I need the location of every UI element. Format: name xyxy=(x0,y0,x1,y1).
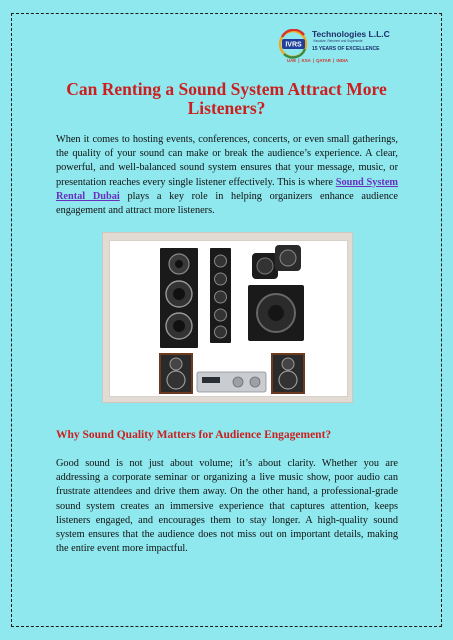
logo-tagline: Visualize, Reinvent and Supersede xyxy=(313,39,363,43)
ivrs-logo-mark-icon xyxy=(276,29,312,59)
right-bookshelf-speaker-icon xyxy=(271,353,305,394)
subwoofer-icon xyxy=(248,285,304,341)
intro-text-after-link: plays a key role in helping organizers enhance audience engagement and attract more listeners. xyxy=(56,190,398,217)
amplifier-icon xyxy=(197,372,266,392)
logo-years-badge: 15 YEARS OF EXCELLENCE xyxy=(312,46,380,52)
logo-company-name: Technologies L.L.C xyxy=(312,29,390,39)
company-logo xyxy=(276,27,404,65)
logo-mark-text: IVRS xyxy=(285,41,302,49)
speaker-set-illustration xyxy=(110,241,349,398)
intro-paragraph xyxy=(56,133,398,218)
sound-system-rental-dubai-link[interactable]: Sound System Rental Dubai xyxy=(56,176,398,202)
center-tower-speaker-icon xyxy=(210,248,231,343)
small-satellite-speakers-icon xyxy=(252,245,301,279)
logo-regions: UAE | KSA | QATAR | INDIA xyxy=(287,58,349,63)
page-title: Can Renting a Sound System Attract More Listeners? xyxy=(66,79,387,118)
section-body-paragraph: Good sound is not just about volume; it’s about clarity. Whether you are addressing a corporate seminar or organizing a live music show, poor audio can frustrate attendees and drive them away. On the other hand, a professional-grade sound system creates an immersive experience that captures attention, keeps listeners engaged, and encourages them to stay longer. A high-quality sound system ensures that the audience does not miss out on important details, making the entire event more impactful. xyxy=(56,458,398,555)
section-heading: Why Sound Quality Matters for Audience Engagement? xyxy=(56,429,332,441)
sound-system-product-image xyxy=(102,232,353,403)
left-bookshelf-speaker-icon xyxy=(159,353,193,394)
product-photo-area xyxy=(109,240,348,397)
left-tower-speaker-icon xyxy=(160,248,198,348)
intro-text-before-link: When it comes to hosting events, conferences, concerts, or even small gatherings, the quality of your sound can make or break the audience’s experience. A clear, powerful, and well-balanced sound system ensures that your message, music, or presentation reaches every single listener effectively. This is where xyxy=(56,134,398,188)
